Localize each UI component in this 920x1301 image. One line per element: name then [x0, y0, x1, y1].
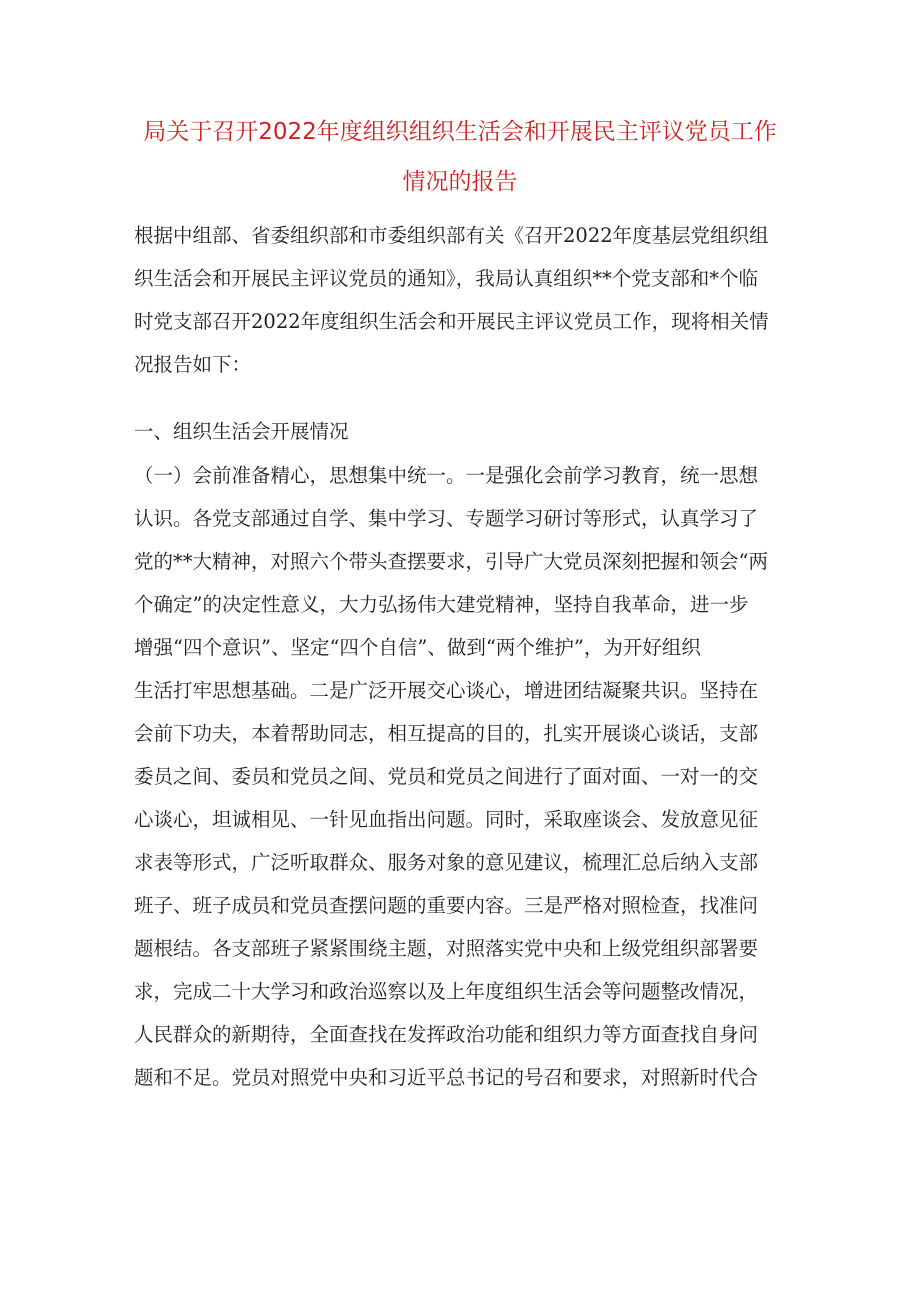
paragraph-line: 求，完成二十大学习和政治巡察以及上年度组织生活会等问题整改情况，: [134, 980, 759, 1003]
paragraph-line: 人民群众的新期待，全面查找在发挥政治功能和组织力等方面查找自身问: [134, 1023, 759, 1046]
paragraph-line: 班子、班子成员和党员查摆问题的重要内容。三是严格对照检查，找准问: [134, 894, 759, 917]
document-title-line-2: 情况的报告: [402, 169, 518, 195]
paragraph-line: 个确定”的决定性意义，大力弘扬伟大建党精神，坚持自我革命，进一步: [134, 593, 749, 616]
intro-paragraph: [134, 214, 794, 386]
paragraph-line: 生活打牢思想基础。二是广泛开展交心谈心，增进团结凝聚共识。坚持在: [134, 679, 759, 702]
paragraph-line: 织生活会和开展民主评议党员的通知》，我局认真组织**个党支部和*个临: [134, 267, 759, 290]
paragraph-line: 会前下功夫，本着帮助同志，相互提高的目的，扎实开展谈心谈话，支部: [134, 722, 759, 745]
paragraph-line: 认识。各党支部通过自学、集中学习、专题学习研讨等形式，认真学习了: [134, 507, 759, 530]
paragraph-line: 党的**大精神，对照六个带头查摆要求，引导广大党员深刻把握和领会“两: [134, 550, 768, 573]
paragraph-line: 题和不足。党员对照党中央和习近平总书记的号召和要求，对照新时代合: [134, 1066, 759, 1089]
paragraph-line: （一）会前准备精心，思想集中统一。一是强化会前学习教育，统一思想: [134, 464, 759, 487]
section-paragraph: [134, 454, 794, 1099]
paragraph-line: 心谈心，坦诚相见、一针见血指出问题。同时，采取座谈会、发放意见征: [134, 808, 759, 831]
paragraph-line: 增强“四个意识”、坚定“四个自信”、做到“两个维护”，为开好组织: [134, 636, 701, 659]
paragraph-line: 况报告如下：: [134, 353, 252, 376]
paragraph-line: 题根结。各支部班子紧紧围绕主题，对照落实党中央和上级党组织部署要: [134, 937, 759, 960]
paragraph-line: 根据中组部、省委组织部和市委组织部有关《召开2022年度基层党组织组: [134, 224, 769, 247]
paragraph-line: 求表等形式，广泛听取群众、服务对象的意见建议，梳理汇总后纳入支部: [134, 851, 759, 874]
paragraph-line: 时党支部召开2022年度组织生活会和开展民主评议党员工作，现将相关情: [134, 310, 769, 333]
section-heading: [134, 410, 794, 453]
paragraph-line: 委员之间、委员和党员之间、党员和党员之间进行了面对面、一对一的交: [134, 765, 759, 788]
section-heading-text: 一、组织生活会开展情况: [134, 420, 349, 443]
document-title-line-1: 局关于召开2022年度组织组织生活会和开展民主评议党员工作: [143, 119, 777, 145]
